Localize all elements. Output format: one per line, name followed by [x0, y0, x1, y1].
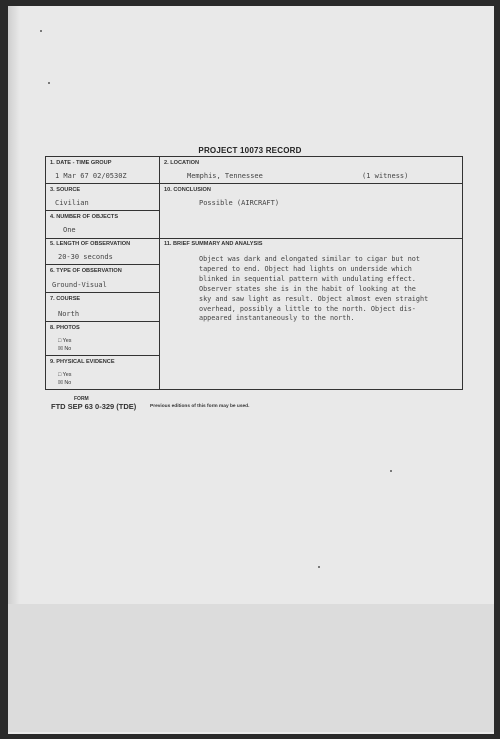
row-divider	[46, 238, 462, 239]
column-divider	[159, 157, 160, 390]
row-divider	[46, 292, 159, 293]
photos-yes-option: □ Yes	[58, 338, 72, 344]
footer-form-label: FORM	[74, 396, 89, 402]
date-time-value: 1 Mar 67 02/0530Z	[55, 172, 127, 180]
course-value: North	[58, 310, 80, 318]
dust-speck	[318, 566, 320, 568]
type-of-observation-label: 6. TYPE OF OBSERVATION	[50, 268, 122, 274]
form-title: PROJECT 10073 RECORD	[198, 146, 302, 155]
footer-form-id: FTD SEP 63 0-329 (TDE)	[51, 402, 137, 411]
dust-speck	[40, 30, 42, 32]
checkbox-checked-icon: ☒	[58, 380, 63, 386]
row-divider	[46, 264, 159, 265]
witness-count: (1 witness)	[362, 172, 409, 180]
location-label: 2. LOCATION	[164, 160, 200, 166]
summary-line: appeared instantaneously to the north.	[199, 314, 355, 323]
conclusion-label: 10. CONCLUSION	[164, 187, 211, 193]
footer-note: Previous editions of this form may be used.	[150, 404, 250, 409]
checkbox-empty-icon: □	[58, 338, 62, 344]
length-of-observation-label: 5. LENGTH OF OBSERVATION	[50, 241, 131, 247]
row-divider	[46, 321, 159, 322]
conclusion-value: Possible (AIRCRAFT)	[199, 199, 280, 207]
physical-evidence-no-option: ☒ No	[58, 380, 72, 386]
photos-label: 8. PHOTOS	[50, 325, 80, 331]
summary-line: blinked in sequential pattern with undulating effect.	[199, 274, 416, 283]
location-value: Memphis, Tennessee	[187, 172, 263, 180]
physical-evidence-yes-option: □ Yes	[58, 372, 72, 378]
summary-label: 11. BRIEF SUMMARY AND ANALYSIS	[164, 241, 263, 247]
length-of-observation-value: 20-30 seconds	[58, 253, 113, 261]
summary-text	[199, 255, 457, 324]
summary-line: Observer states she is in the habit of looking at the	[199, 284, 416, 293]
number-of-objects-value: One	[63, 226, 76, 234]
row-divider	[46, 183, 462, 184]
row-divider	[46, 210, 159, 211]
number-of-objects-label: 4. NUMBER OF OBJECTS	[50, 214, 119, 220]
source-label: 3. SOURCE	[50, 187, 81, 193]
source-value: Civilian	[55, 199, 89, 207]
course-label: 7. COURSE	[50, 296, 81, 302]
summary-line: Object was dark and elongated similar to cigar but not	[199, 255, 420, 263]
type-of-observation-value: Ground-Visual	[52, 281, 107, 289]
summary-line: overhead, possibly a little to the north. Object dis-	[199, 304, 416, 313]
summary-line: sky and saw light as result. Object almost even straight	[199, 294, 429, 303]
photos-no-option: ☒ No	[58, 346, 72, 352]
summary-line: tapered to end. Object had lights on underside which	[199, 264, 412, 273]
dust-speck	[48, 82, 50, 84]
dust-speck	[390, 470, 392, 472]
checkbox-empty-icon: □	[58, 372, 62, 378]
date-time-label: 1. DATE - TIME GROUP	[50, 160, 112, 166]
page-lower-area	[8, 604, 494, 732]
physical-evidence-label: 9. PHYSICAL EVIDENCE	[50, 359, 115, 365]
row-divider	[46, 355, 159, 356]
checkbox-checked-icon: ☒	[58, 346, 63, 352]
